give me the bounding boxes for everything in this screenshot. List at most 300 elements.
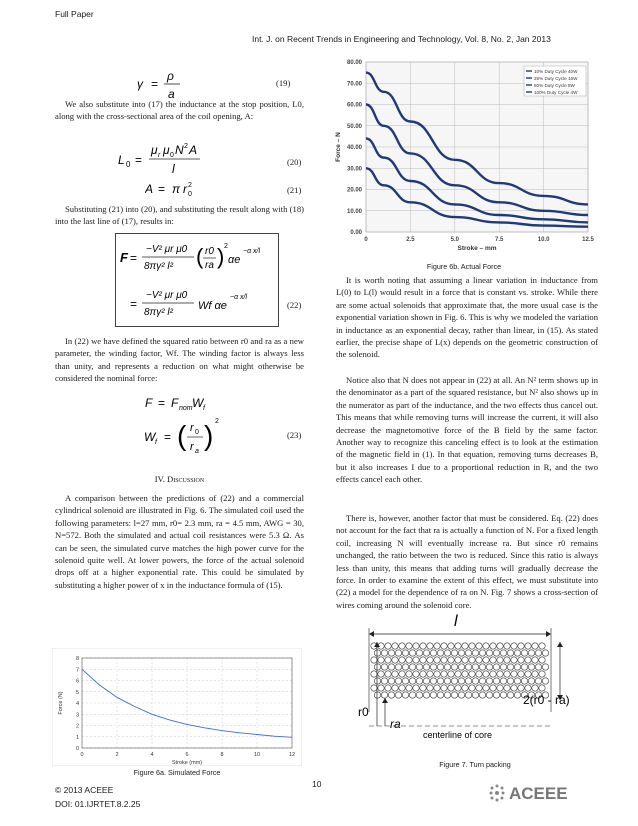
y-tick-label: 80.00: [346, 60, 362, 66]
wire-turn: [413, 671, 419, 677]
wire-turn: [462, 643, 468, 649]
wire-turn: [539, 671, 545, 677]
right-paragraph-1: It is worth noting that assuming a linear variation in inductance from L(0) to L(l) would result in a force that is constant vs. stroke. While there are some actual solenoids that approximate that, the more usual case is the exponential variation shown in Fig. 6. This is why we modeled the variation in inductance as an exponential decay, rather than linear, in (15). As stated earlier, the precise shape of L(x) depends on the geometric construction of the solenoid.: [336, 275, 598, 360]
fig7-label-ra: ra: [390, 717, 401, 731]
wire-turn: [434, 657, 440, 663]
svg-text:(: (: [196, 244, 204, 269]
svg-text:αe: αe: [228, 254, 241, 266]
wire-turn: [441, 685, 447, 691]
left-paragraph-2: Substituting (21) into (20), and substituting the result along with (18) into the last line of (17), results in:: [55, 204, 304, 227]
x-tick-label: 4: [150, 752, 154, 758]
svg-text:ρ: ρ: [167, 69, 174, 83]
wire-turn: [427, 643, 433, 649]
wire-turn: [535, 678, 541, 684]
wire-turn: [525, 643, 531, 649]
wire-turn: [476, 657, 482, 663]
wire-turn: [448, 643, 454, 649]
y-tick-label: 70.00: [346, 81, 362, 88]
wire-turn: [476, 685, 482, 691]
wire-turn: [385, 685, 391, 691]
wire-turn: [472, 678, 478, 684]
wire-turn: [511, 671, 517, 677]
svg-text:W: W: [144, 430, 156, 444]
wire-turn: [413, 643, 419, 649]
wire-turn: [486, 664, 492, 670]
x-tick-label: 8: [220, 752, 224, 758]
wire-turn: [402, 650, 408, 656]
wire-turn: [416, 678, 422, 684]
header-left: Full Paper: [55, 9, 94, 19]
equation-21: [145, 180, 225, 203]
footer-copyright: © 2013 ACEEE: [55, 785, 114, 795]
wire-turn: [518, 671, 524, 677]
wire-turn: [490, 685, 496, 691]
wire-turn: [462, 685, 468, 691]
wire-turn: [381, 650, 387, 656]
svg-text:0: 0: [126, 160, 131, 169]
wire-turn: [465, 678, 471, 684]
equation-number-19: (19): [276, 78, 291, 88]
wire-turn: [493, 692, 499, 698]
x-tick-label: 2.5: [406, 237, 415, 243]
svg-text:F: F: [171, 396, 179, 410]
svg-text:r: r: [190, 422, 194, 434]
wire-turn: [409, 678, 415, 684]
svg-text:−V² μr μ0: −V² μr μ0: [146, 244, 188, 255]
svg-text:Wf αe: Wf αe: [198, 300, 227, 312]
wire-turn: [518, 657, 524, 663]
x-tick-label: 6: [185, 752, 189, 758]
wire-turn: [430, 664, 436, 670]
y-tick-label: 20.00: [346, 187, 362, 194]
wire-turn: [392, 685, 398, 691]
y-tick-label: 30.00: [346, 166, 362, 173]
wire-turn: [469, 671, 475, 677]
wire-turn: [399, 643, 405, 649]
wire-turn: [437, 678, 443, 684]
wire-turn: [483, 643, 489, 649]
wire-turn: [528, 650, 534, 656]
wire-turn: [427, 685, 433, 691]
svg-text:0: 0: [188, 191, 192, 198]
svg-text:γ: γ: [137, 77, 143, 91]
wire-turn: [486, 678, 492, 684]
y-tick-label: 4: [75, 701, 79, 707]
wire-turn: [514, 692, 520, 698]
wire-turn: [420, 671, 426, 677]
svg-text:a: a: [195, 448, 199, 455]
thickness-arrow-head-top: [557, 642, 563, 647]
wire-turn: [469, 685, 475, 691]
figure-7-diagram: [355, 612, 600, 752]
length-arrow-head-left: [369, 631, 374, 637]
wire-turn: [371, 657, 377, 663]
wire-turn: [483, 671, 489, 677]
wire-turn: [486, 692, 492, 698]
wire-turn: [423, 678, 429, 684]
x-tick-label: 12: [288, 752, 296, 758]
figure-6a-chart: [52, 648, 302, 766]
svg-text:A: A: [145, 182, 154, 196]
svg-text:=: =: [130, 251, 138, 265]
wire-turn: [542, 664, 548, 670]
svg-text:a: a: [168, 87, 175, 101]
wire-turn: [507, 664, 513, 670]
wire-turn: [521, 664, 527, 670]
ra-arrow-head: [382, 698, 388, 703]
wire-turn: [409, 664, 415, 670]
wire-turn: [507, 678, 513, 684]
wire-turn: [483, 685, 489, 691]
footer-doi: DOI: 01.IJRTET.8.2.25: [55, 799, 141, 809]
wire-turn: [423, 664, 429, 670]
equation-number-20: (20): [287, 157, 302, 167]
fig7-label-l: l: [454, 613, 458, 630]
wire-turn: [444, 664, 450, 670]
wire-turn: [444, 678, 450, 684]
svg-text:=: =: [130, 297, 138, 311]
svg-text:nom: nom: [179, 405, 193, 412]
y-tick-label: 60.00: [346, 102, 362, 109]
wire-turn: [462, 657, 468, 663]
wire-turn: [535, 664, 541, 670]
wire-turn: [511, 657, 517, 663]
wire-turn: [511, 643, 517, 649]
wire-turn: [402, 692, 408, 698]
svg-text:ra: ra: [205, 260, 214, 271]
wire-turn: [420, 685, 426, 691]
wire-turn: [444, 650, 450, 656]
wire-turn: [479, 692, 485, 698]
svg-text:=: =: [158, 182, 166, 196]
x-tick-label: 12.5: [582, 237, 594, 243]
x-tick-label: 5.0: [450, 237, 459, 243]
wire-turn: [437, 692, 443, 698]
wire-turn: [385, 657, 391, 663]
wire-turn: [497, 643, 503, 649]
x-axis-label: Stroke (mm): [171, 760, 203, 766]
wire-turn: [416, 692, 422, 698]
wire-turn: [504, 643, 510, 649]
wire-turn: [469, 657, 475, 663]
svg-text:2: 2: [224, 243, 228, 250]
wire-turn: [427, 657, 433, 663]
svg-text:F: F: [120, 250, 128, 265]
wire-turn: [483, 657, 489, 663]
figure-6a-caption: Figure 6a. Simulated Force: [133, 768, 221, 777]
wire-turn: [430, 650, 436, 656]
svg-text:A: A: [189, 143, 198, 157]
wire-turn: [430, 692, 436, 698]
svg-text:L: L: [118, 153, 125, 167]
wire-turn: [472, 692, 478, 698]
svg-text:r0: r0: [205, 246, 214, 257]
wire-turn: [441, 657, 447, 663]
wire-turn: [462, 671, 468, 677]
wire-turn: [395, 664, 401, 670]
wire-turn: [465, 664, 471, 670]
wire-turn: [511, 685, 517, 691]
equation-22-image: [115, 233, 279, 327]
wire-turn: [451, 678, 457, 684]
wire-turn: [497, 671, 503, 677]
svg-text:=: =: [151, 77, 159, 91]
equation-number-21: (21): [287, 185, 302, 195]
wire-turn: [381, 678, 387, 684]
wire-turn: [476, 671, 482, 677]
y-tick-label: 50.00: [346, 123, 362, 130]
svg-text:2: 2: [184, 143, 188, 150]
wire-turn: [388, 664, 394, 670]
wire-turn: [458, 678, 464, 684]
svg-text:μ: μ: [151, 143, 158, 157]
wire-turn: [504, 657, 510, 663]
svg-text:r: r: [183, 182, 187, 196]
wire-turn: [406, 671, 412, 677]
wire-turn: [451, 664, 457, 670]
wire-turn: [507, 692, 513, 698]
wire-turn: [395, 678, 401, 684]
wire-turn: [416, 664, 422, 670]
y-tick-label: 40.00: [346, 145, 362, 151]
wire-turn: [388, 650, 394, 656]
svg-text:π: π: [172, 182, 181, 196]
figure-6b-caption: Figure 6b. Actual Force: [426, 262, 502, 271]
svg-text:F: F: [145, 396, 153, 410]
section-heading: IV. Discussion: [154, 474, 205, 484]
equation-number-23: (23): [287, 430, 302, 440]
wire-turn: [434, 671, 440, 677]
wire-turn: [514, 664, 520, 670]
wire-turn: [532, 657, 538, 663]
equation-number-22: (22): [287, 300, 302, 310]
svg-text:(: (: [177, 420, 187, 451]
wire-turn: [392, 671, 398, 677]
x-tick-label: 2: [115, 752, 119, 758]
wire-turn: [451, 650, 457, 656]
svg-text:N: N: [175, 143, 184, 157]
svg-text:−α x/l: −α x/l: [230, 294, 248, 301]
wire-turn: [504, 671, 510, 677]
wire-turn: [448, 685, 454, 691]
y-axis-label: Force – N: [335, 132, 342, 162]
wire-turn: [441, 643, 447, 649]
wire-turn: [514, 678, 520, 684]
y-tick-label: 0: [75, 746, 79, 752]
right-paragraph-3: There is, however, another factor that must be considered. Eq. (22) does not account for the fact that ra is actually a function of N. For a fixed length coil, increasing N will eventually increase ra. But since r0 remains unchanged, the ratio between the two is reduced. Since this ratio is always less than unity, this means that adding turns will gradually decrease the force. In order to examine the extent of this effect, we must substitute into (22) a model for the dependence of ra on N. Fig. 7 shows a cross-section of wires coming around the solenoid core.: [336, 513, 598, 610]
wire-turn: [500, 650, 506, 656]
wire-turn: [469, 643, 475, 649]
svg-text:l: l: [172, 162, 175, 176]
wire-turn: [409, 692, 415, 698]
length-arrow-head-right: [546, 631, 551, 637]
wire-turn: [532, 643, 538, 649]
wire-turn: [455, 657, 461, 663]
wire-turn: [539, 643, 545, 649]
wire-turn: [458, 664, 464, 670]
wire-turn: [493, 650, 499, 656]
wire-turn: [381, 664, 387, 670]
wire-turn: [434, 685, 440, 691]
svg-text:0: 0: [195, 429, 199, 436]
wire-turn: [378, 671, 384, 677]
left-paragraph-1: We also substitute into (17) the inductance at the stop position, L0, along with the cross-sectional area of the coil opening, A:: [55, 99, 304, 122]
wire-turn: [497, 685, 503, 691]
wire-turn: [385, 671, 391, 677]
svg-text:−V² μr μ0: −V² μr μ0: [146, 290, 188, 301]
wire-turn: [500, 692, 506, 698]
wire-turn: [458, 692, 464, 698]
svg-text:2: 2: [215, 418, 219, 425]
wire-turn: [455, 643, 461, 649]
wire-turn: [385, 643, 391, 649]
y-axis-label: Force (N): [58, 691, 64, 715]
logo-text: ACEEE: [509, 784, 568, 803]
wire-turn: [374, 678, 380, 684]
left-paragraph-4: A comparison between the predictions of (22) and a commercial cylindrical solenoid are illustrated in Fig. 6. The simulated coil used the following parameters: l=27 mm, r0= 2.3 mm, ra = 4.5 mm, AWG = 30, N=572. Both the simulated and actual coil resistances were 5.3 Ω. As can be seen, the simulated curve matches the high power curve for the solenoid quite well. At lower powers, the force of the actual solenoid drops off at a higher exponential rate. This could be simulated by substituting a higher power of x in the inductance formula of (15).: [55, 493, 304, 590]
wire-turn: [448, 657, 454, 663]
header-right: Int. J. on Recent Trends in Engineering and Technology, Vol. 8, No. 2, Jan 2013: [252, 34, 551, 44]
wire-turn: [374, 692, 380, 698]
svg-text:f: f: [155, 439, 157, 446]
legend-label: 50% Duty Cycle 8W: [534, 83, 575, 88]
wire-turn: [392, 643, 398, 649]
wire-turn: [535, 650, 541, 656]
wire-turn: [423, 650, 429, 656]
wire-turn: [542, 650, 548, 656]
svg-text:μ: μ: [163, 143, 170, 157]
y-tick-label: 3: [75, 712, 79, 719]
x-axis-label: Stroke – mm: [457, 245, 497, 252]
x-tick-label: 7.5: [495, 237, 504, 243]
wire-turn: [374, 650, 380, 656]
wire-turn: [490, 657, 496, 663]
y-tick-label: 1: [75, 734, 79, 741]
y-tick-label: 8: [75, 656, 79, 662]
y-tick-label: 2: [75, 723, 79, 730]
svg-text:2: 2: [188, 182, 192, 189]
aceee-logo: [487, 782, 597, 804]
wire-turn: [409, 650, 415, 656]
wire-turn: [476, 643, 482, 649]
x-tick-label: 0: [364, 237, 368, 243]
wire-turn: [402, 678, 408, 684]
wire-turn: [399, 657, 405, 663]
wire-turn: [371, 671, 377, 677]
wire-turn: [416, 650, 422, 656]
wire-turn: [395, 692, 401, 698]
figure-6b-chart: [330, 52, 598, 254]
wire-turn: [497, 657, 503, 663]
svg-text:8πγ² l²: 8πγ² l²: [144, 261, 173, 272]
wire-turn: [500, 664, 506, 670]
figure-7-caption: Figure 7. Turn packing: [439, 760, 511, 769]
wire-turn: [532, 671, 538, 677]
svg-text:0: 0: [170, 152, 174, 159]
wire-turn: [448, 671, 454, 677]
svg-text:=: =: [164, 430, 172, 444]
wire-turn: [430, 678, 436, 684]
wire-turn: [402, 664, 408, 670]
wire-turn: [525, 657, 531, 663]
wire-turn: [493, 678, 499, 684]
x-tick-label: 0: [80, 752, 84, 758]
wire-turn: [507, 650, 513, 656]
wire-turn: [528, 678, 534, 684]
wire-turn: [451, 692, 457, 698]
wire-turn: [413, 685, 419, 691]
svg-text:): ): [217, 244, 225, 269]
wire-turn: [542, 678, 548, 684]
svg-text:−α x/l: −α x/l: [243, 248, 261, 255]
wire-turn: [458, 650, 464, 656]
wire-turn: [420, 657, 426, 663]
wire-turn: [437, 664, 443, 670]
wire-turn: [413, 657, 419, 663]
wire-turn: [437, 650, 443, 656]
wire-turn: [374, 664, 380, 670]
wire-turn: [399, 685, 405, 691]
fig7-label-r0: r0: [358, 705, 369, 719]
wire-turn: [490, 643, 496, 649]
svg-text:): ): [204, 420, 214, 451]
wire-turn: [490, 671, 496, 677]
wire-turn: [406, 685, 412, 691]
x-tick-label: 10: [253, 752, 261, 758]
wire-turn: [441, 671, 447, 677]
wire-turn: [514, 650, 520, 656]
wire-turn: [486, 650, 492, 656]
wire-turn: [539, 685, 545, 691]
wire-turn: [371, 685, 377, 691]
svg-text:r: r: [190, 441, 194, 453]
wire-turn: [493, 664, 499, 670]
left-paragraph-3: In (22) we have defined the squared ratio between r0 and ra as a new parameter, the winding factor, Wf. The winding factor is always less than unity, and represents a reduction on what might otherwise be considered the nominal force:: [55, 336, 304, 384]
equation-20: [118, 140, 238, 185]
wire-turn: [420, 643, 426, 649]
wire-turn: [479, 650, 485, 656]
wire-turn: [444, 692, 450, 698]
wire-turn: [399, 671, 405, 677]
wire-turn: [406, 657, 412, 663]
wire-turn: [479, 678, 485, 684]
wire-turn: [521, 650, 527, 656]
wire-turn: [518, 643, 524, 649]
wire-turn: [504, 685, 510, 691]
y-tick-label: 5: [75, 689, 79, 696]
y-tick-label: 0.00: [350, 230, 362, 236]
wire-turn: [479, 664, 485, 670]
fig7-label-dim: 2(r0 - ra): [523, 693, 570, 707]
svg-text:8πγ² l²: 8πγ² l²: [144, 307, 173, 318]
legend-label: 25% Duty Cycle 16W: [534, 76, 578, 81]
wire-turn: [518, 685, 524, 691]
wire-turn: [528, 664, 534, 670]
wire-turn: [539, 657, 545, 663]
wire-turn: [465, 650, 471, 656]
wire-turn: [434, 643, 440, 649]
svg-text:=: =: [135, 153, 143, 167]
wire-turn: [532, 685, 538, 691]
right-paragraph-2: Notice also that N does not appear in (22) at all. An N² term shows up in the denominator as a part of the squared resistance, but N² also shows up in the numerator as part of the inductance, and the two effects thus cancel out. This means that while removing turns will increase the current, it will also decrease the magnetomotive force of the B field by the same factor. Another way to recognize this canceling effect is to look at the estimation of the magnetic field in (1). In that equation, removing turns decreases B, but it also increases I due to a proportional reduction in R, and the two effects cancel each other.: [336, 375, 598, 485]
fig7-label-centerline: centerline of core: [423, 730, 493, 740]
wire-turn: [381, 692, 387, 698]
wire-turn: [472, 664, 478, 670]
wire-turn: [455, 685, 461, 691]
wire-turn: [500, 678, 506, 684]
wire-turn: [378, 657, 384, 663]
wire-turn: [525, 685, 531, 691]
